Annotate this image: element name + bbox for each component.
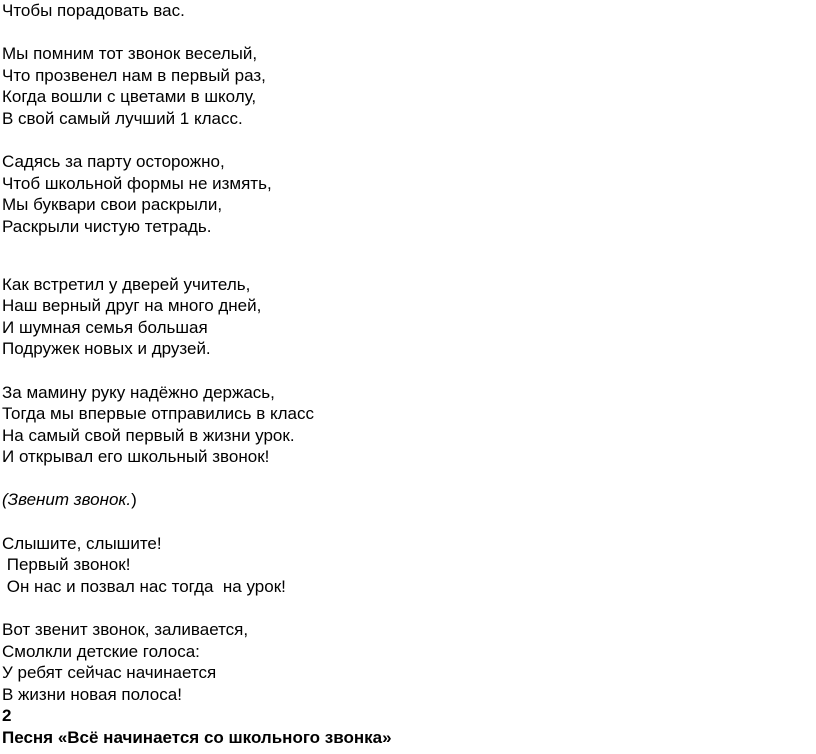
poem-line: В свой самый лучший 1 класс. (2, 108, 243, 128)
stage-direction (2, 489, 814, 511)
poem-line: Смолкли детские голоса: (2, 641, 200, 661)
poem-line: Он нас и позвал нас тогда на урок! (2, 576, 286, 596)
poem-line: Чтоб школьной формы не измять, (2, 173, 272, 193)
stanza-6 (2, 619, 814, 705)
poem-line: Тогда мы впервые отправились в класс (2, 404, 315, 424)
poem-line: Мы буквари свои раскрыли, (2, 195, 223, 215)
poem-line: Подружек новых и друзей. (2, 339, 211, 359)
stanza-5 (2, 533, 814, 598)
poem-line: В жизни новая полоса! (2, 684, 182, 704)
section-number: 2 (2, 706, 12, 726)
song-title: Песня «Всё начинается со школьного звонка» (2, 728, 392, 747)
poem-line: Садясь за парту осторожно, (2, 152, 225, 172)
poem-line: За мамину руку надёжно держась, (2, 382, 275, 402)
poem-line: И шумная семья большая (2, 317, 208, 337)
poem-line: Что прозвенел нам в первый раз, (2, 65, 266, 85)
stage-direction-italic: (Звенит звонок. (2, 490, 132, 510)
stanza-3 (2, 274, 814, 360)
document-body (2, 0, 814, 749)
poem-line: Вот звенит звонок, заливается, (2, 620, 249, 640)
poem-line: И открывал его школьный звонок! (2, 447, 270, 467)
stanza-4 (2, 382, 814, 468)
poem-line: На самый свой первый в жизни урок. (2, 425, 295, 445)
poem-line: Как встретил у дверей учитель, (2, 274, 251, 294)
poem-line: Мы помним тот звонок веселый, (2, 44, 258, 64)
poem-line: У ребят сейчас начинается (2, 663, 217, 683)
stanza-1 (2, 43, 814, 129)
stanza-2 (2, 151, 814, 237)
poem-line: Слышите, слышите! (2, 533, 162, 553)
poem-line: Раскрыли чистую тетрадь. (2, 216, 212, 236)
text-line: Чтобы порадовать вас. (2, 1, 185, 20)
stage-direction-tail: ) (131, 490, 137, 510)
poem-line: Наш верный друг на много дней, (2, 296, 262, 316)
poem-line: Первый звонок! (2, 555, 131, 575)
poem-line: Когда вошли с цветами в школу, (2, 87, 257, 107)
